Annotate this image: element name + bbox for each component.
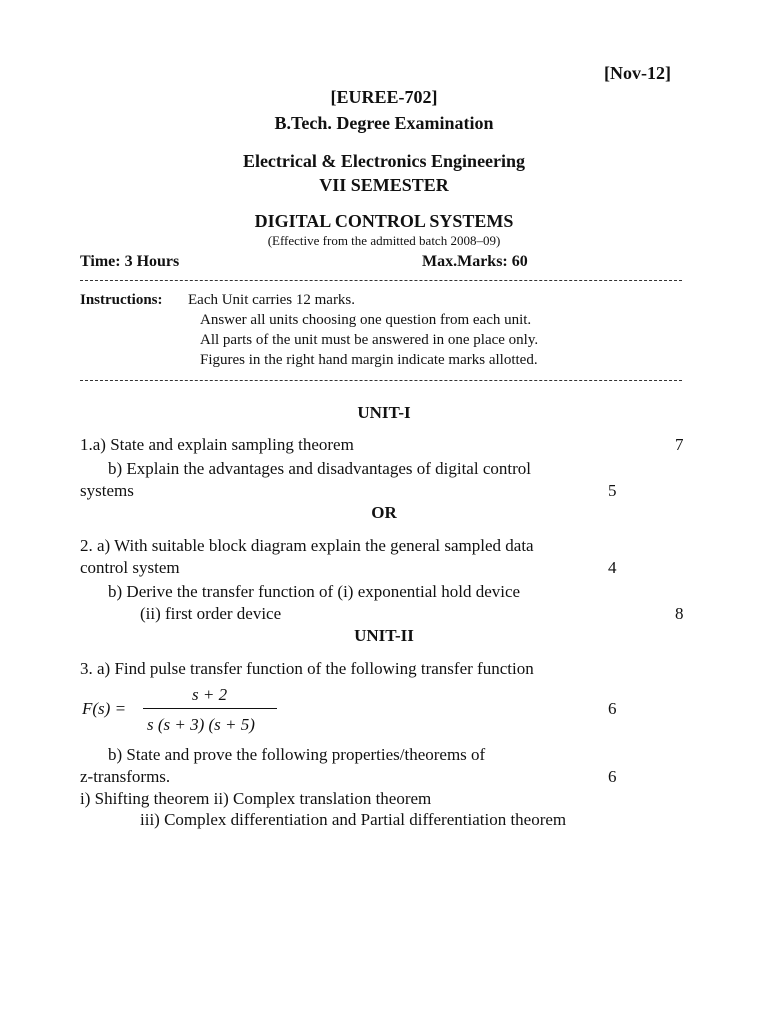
question-1b-line1: b) Explain the advantages and disadvantages of digital control bbox=[108, 459, 531, 478]
question-3b-line4: iii) Complex differentiation and Partial differentiation theorem bbox=[140, 810, 567, 829]
question-2a-line1: 2. a) With suitable block diagram explain the general sampled data bbox=[80, 536, 534, 555]
divider-bottom bbox=[80, 380, 682, 381]
question-2b-marks: 8 bbox=[675, 604, 684, 623]
instruction-line: Each Unit carries 12 marks. bbox=[188, 292, 356, 308]
question-3b-line3: i) Shifting theorem ii) Complex translation theorem bbox=[80, 789, 432, 808]
paper-code: [EUREE-702] bbox=[330, 87, 438, 107]
instruction-line: Answer all units choosing one question from each unit. bbox=[200, 312, 532, 328]
degree-title: B.Tech. Degree Examination bbox=[274, 113, 494, 133]
instruction-line: Figures in the right hand margin indicate marks allotted. bbox=[200, 352, 538, 368]
exam-date: [Nov-12] bbox=[604, 63, 671, 83]
formula-fraction-bar bbox=[143, 708, 277, 709]
branch-title: Electrical & Electronics Engineering bbox=[242, 151, 526, 171]
question-1a: 1.a) State and explain sampling theorem bbox=[80, 435, 354, 454]
subject-title: DIGITAL CONTROL SYSTEMS bbox=[254, 211, 514, 231]
question-3b-line1: b) State and prove the following properties/theorems of bbox=[108, 745, 486, 764]
divider-top bbox=[80, 280, 682, 281]
max-marks: Max.Marks: 60 bbox=[422, 253, 528, 270]
question-2a-line2: control system bbox=[80, 558, 180, 577]
question-3a: 3. a) Find pulse transfer function of the following transfer function bbox=[80, 659, 534, 678]
effective-note: (Effective from the admitted batch 2008–09) bbox=[267, 233, 501, 248]
question-2a-marks: 4 bbox=[608, 558, 617, 577]
question-2b-line2: (ii) first order device bbox=[140, 604, 282, 623]
question-1a-marks: 7 bbox=[675, 435, 684, 454]
question-3a-marks: 6 bbox=[608, 699, 617, 718]
question-1b-marks: 5 bbox=[608, 481, 617, 500]
exam-time: Time: 3 Hours bbox=[80, 253, 180, 270]
unit-2-title: UNIT-II bbox=[354, 626, 414, 645]
question-1b-line2: systems bbox=[80, 481, 134, 500]
question-3b-line2: z-transforms. bbox=[80, 767, 171, 786]
unit-1-title: UNIT-I bbox=[357, 403, 411, 422]
question-3b-marks: 6 bbox=[608, 767, 617, 786]
instruction-line: All parts of the unit must be answered in one place only. bbox=[200, 332, 539, 348]
formula-lhs: F(s) = bbox=[82, 699, 127, 718]
semester-title: VII SEMESTER bbox=[319, 175, 449, 195]
instructions-label: Instructions: bbox=[80, 292, 163, 308]
or-separator: OR bbox=[371, 503, 397, 522]
question-2b-line1: b) Derive the transfer function of (i) exponential hold device bbox=[108, 582, 521, 601]
formula-numerator: s + 2 bbox=[192, 685, 228, 704]
formula-denominator: s (s + 3) (s + 5) bbox=[147, 715, 255, 734]
